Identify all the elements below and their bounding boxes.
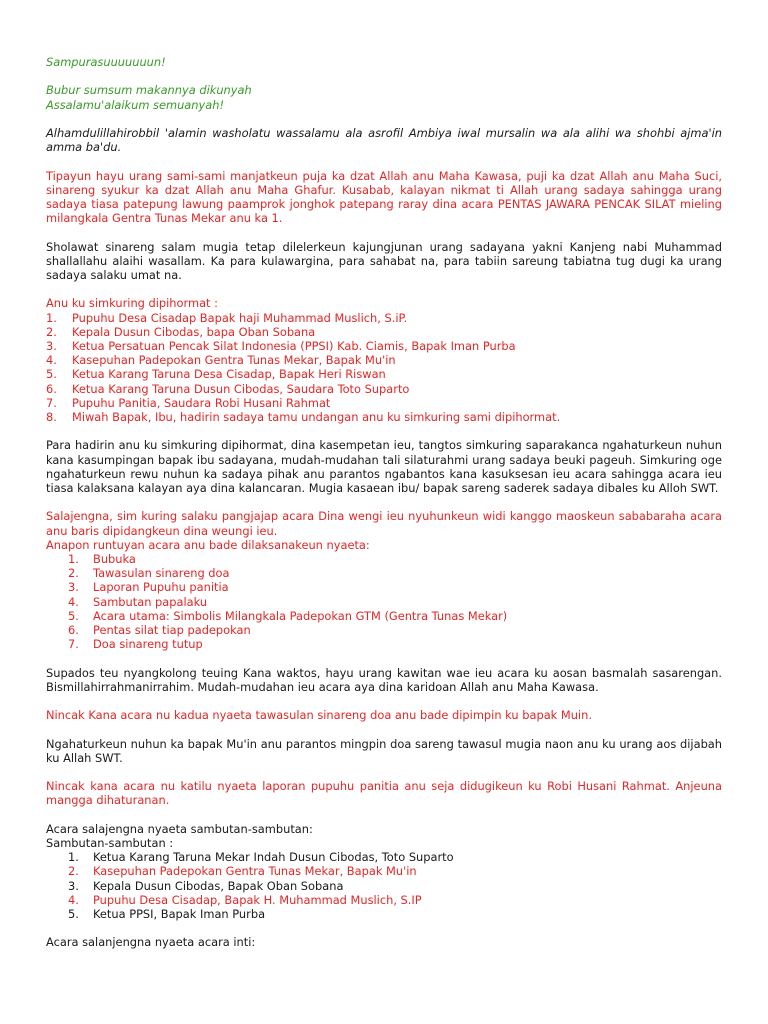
- honored-heading: Anu ku simkuring dipihormat :: [46, 296, 218, 311]
- paragraph-ngahaturkeun: Ngahaturkeun nuhun ka bapak Mu'in anu parantos mingpin doa sareng tawasul mugia naon anu ku urang aos dijabah ku Allah SWT.: [46, 736, 722, 765]
- list-item: 8. Miwah Bapak, Ibu, hadirin sadaya tamu undangan anu ku simkuring sami dipihormat.: [46, 410, 561, 424]
- list-item: 7. Doa sinareng tutup: [68, 637, 203, 652]
- sambutan-list: [46, 850, 722, 921]
- sambutan-line-2: Sambutan-sambutan :: [46, 835, 174, 850]
- list-item: 6. Pentas silat tiap padepokan: [68, 623, 251, 638]
- paragraph-supados: Supados teu nyangkolong teuing Kana waktos, hayu urang kawitan wae ieu acara ku aosan basmalah sasarengan. Bismillahirrahmanirrahim. Mudah-mudahan ieu acara aya dina karidoan Allah anu Maha Kawasa.: [46, 665, 722, 694]
- list-item: 3. Kepala Dusun Cibodas, Bapak Oban Sobana: [68, 878, 344, 893]
- program-heading: Anapon runtuyan acara anu bade dilaksanakeun nyaeta:: [46, 537, 370, 552]
- list-item: 2. Kepala Dusun Cibodas, bapa Oban Sobana: [46, 324, 316, 339]
- program-intro: Salajengna, sim kuring salaku pangjajap acara Dina wengi ieu nyuhunkeun widi kanggo maoskeun sababaraha acara anu baris dipidangkeun dina weungi ieu.: [46, 509, 722, 538]
- list-item: 5. Ketua PPSI, Bapak Iman Purba: [68, 907, 266, 921]
- list-item: 5. Ketua Karang Taruna Desa Cisadap, Bapak Heri Riswan: [46, 367, 386, 382]
- sambutan-line-1: Acara salajengna nyaeta sambutan-sambutan:: [46, 821, 313, 836]
- paragraph-nincak-kadua: Nincak Kana acara nu kadua nyaeta tawasulan sinareng doa anu bade dipimpin ku bapak Muin.: [46, 708, 592, 723]
- list-item: 4. Kasepuhan Padepokan Gentra Tunas Mekar, Bapak Mu'in: [46, 353, 396, 368]
- paragraph-nincak-katilu: Nincak kana acara nu katilu nyaeta laporan pupuhu panitia anu seja didugikeun ku Robi Husani Rahmat. Anjeuna mangga dihaturanan.: [46, 779, 722, 808]
- list-item: 3. Ketua Persatuan Pencak Silat Indonesia (PPSI) Kab. Ciamis, Bapak Iman Purba: [46, 338, 516, 353]
- list-item: 3. Laporan Pupuhu panitia: [68, 580, 229, 595]
- list-item: 4. Sambutan papalaku: [68, 594, 208, 609]
- greeting-line-2: Bubur sumsum makannya dikunyah: [46, 83, 252, 98]
- greeting-line-3: Assalamu'alaikum semuanyah!: [46, 97, 225, 112]
- program-list: [46, 552, 722, 651]
- list-item: 1. Pupuhu Desa Cisadap Bapak haji Muhammad Muslich, S.iP.: [46, 310, 408, 325]
- list-item: 6. Ketua Karang Taruna Dusun Cibodas, Saudara Toto Suparto: [46, 381, 410, 396]
- list-item: 2. Kasepuhan Padepokan Gentra Tunas Mekar, Bapak Mu'in: [68, 864, 417, 879]
- paragraph-hadirin: Para hadirin anu ku simkuring dipihormat, dina kasempetan ieu, tangtos simkuring saparakanca ngahaturkeun nuhun kana kasumpingan bapak ibu sadayana, mudah-mudahan tali silaturahmi urang sadaya beuki pageuh. Simkuring oge ngahaturkeun rewu nuhun ka sadaya pihak anu parantos ngabantos kana kasuksesan ieu acara sahingga acara ieu tiasa kalaksana kalayan aya dina kalancaran. Mugia kasaean ibu/ bapak sareng saderek sadaya dibales ku Alloh SWT.: [46, 438, 722, 495]
- list-item: 4. Pupuhu Desa Cisadap, Bapak H. Muhammad Muslich, S.IP: [68, 892, 422, 907]
- opening-arabic: Alhamdulillahirobbil 'alamin washolatu wassalamu ala asrofil Ambiya iwal mursalin wa ala alihi wa shohbi ajma'in amma ba'du.: [46, 125, 722, 155]
- list-item: 7. Pupuhu Panitia, Saudara Robi Husani Rahmat: [46, 395, 331, 410]
- paragraph-sholawat: Sholawat sinareng salam mugia tetap dilelerkeun kajungjunan urang sadayana yakni Kanjeng nabi Muhammad shallallahu alaihi wasallam. Ka para kulawargina, para sahabat na, para tabiin sareung tabiatna tug dugi ka urang sadaya salaku umat na.: [46, 239, 722, 282]
- list-item: 5. Acara utama: Simbolis Milangkala Padepokan GTM (Gentra Tunas Mekar): [68, 608, 508, 623]
- honored-list: [46, 311, 722, 425]
- list-item: 1. Bubuka: [68, 552, 136, 566]
- closing-line: Acara salanjengna nyaeta acara inti:: [46, 935, 256, 950]
- paragraph-tipayun: Tipayun hayu urang sami-sami manjatkeun puja ka dzat Allah anu Maha Kawasa, puji ka dzat Allah anu Maha Suci, sinareng syukur ka dzat Allah anu Maha Ghafur. Kusabab, kalayan nikmat ti Allah urang sadaya sahingga urang sadaya tiasa patepung lawung paamprok jonghok patepang raray dina acara PENTAS JAWARA PENCAK SILAT mieling milangkala Gentra Tunas Mekar anu ka 1.: [46, 168, 722, 226]
- list-item: 1. Ketua Karang Taruna Mekar Indah Dusun Cibodas, Toto Suparto: [68, 850, 454, 865]
- list-item: 2. Tawasulan sinareng doa: [68, 566, 230, 581]
- greeting-line-1: Sampurasuuuuuuun!: [46, 55, 166, 69]
